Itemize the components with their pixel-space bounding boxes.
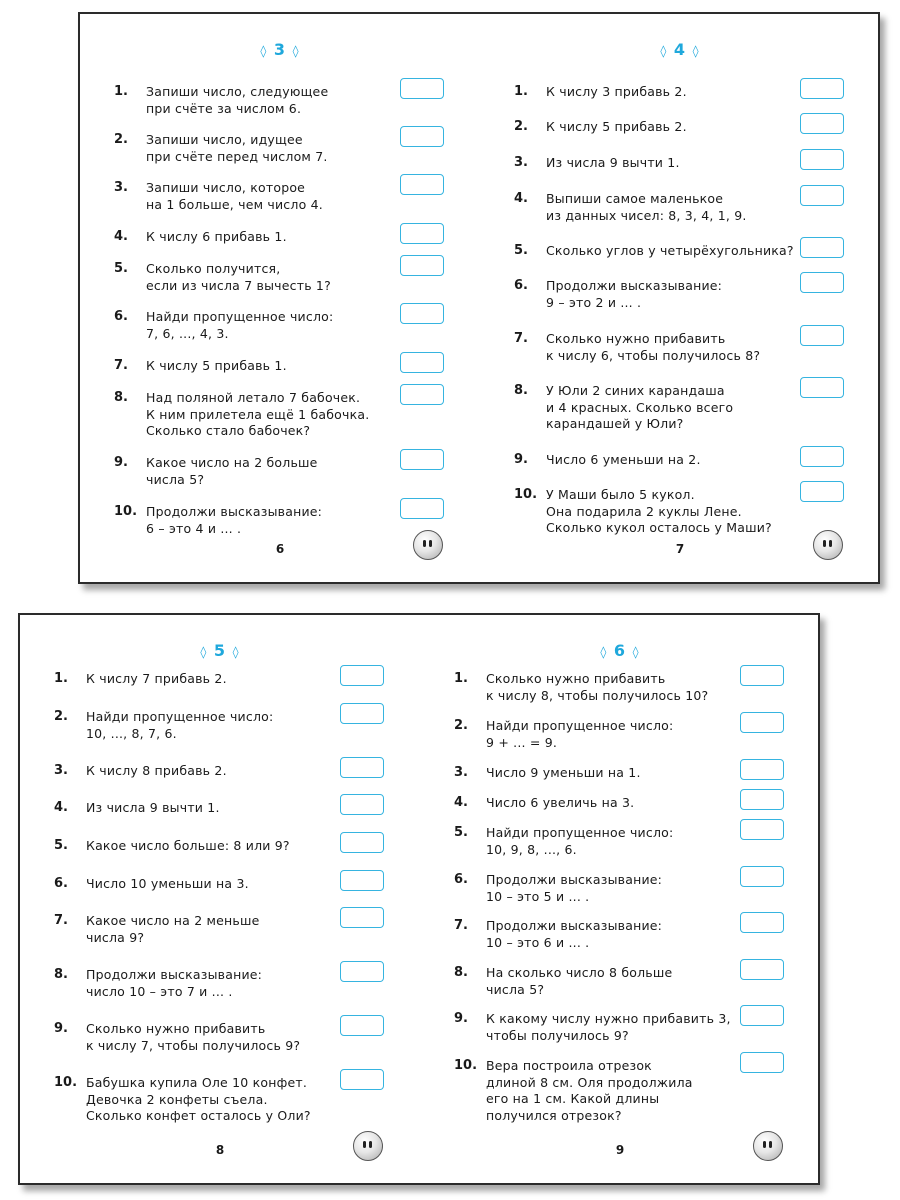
page-number: 9	[615, 1143, 625, 1157]
task-number: 1.	[114, 84, 128, 99]
task-number: 9.	[454, 1011, 468, 1026]
diamond-icon: ◊	[260, 44, 268, 58]
task-text: К числу 5 прибавь 1.	[146, 358, 287, 373]
task-number: 2.	[454, 718, 468, 733]
task-text: К числу 5 прибавь 2.	[546, 119, 687, 134]
answer-box[interactable]	[800, 185, 844, 206]
task-number: 2.	[514, 119, 528, 134]
answer-box[interactable]	[740, 1052, 784, 1073]
task-number: 10.	[454, 1058, 478, 1073]
answer-box[interactable]	[800, 377, 844, 398]
task-text: Найди пропущенное число: 10, ..., 8, 7, 6.	[86, 709, 274, 741]
task-number: 1.	[54, 671, 68, 686]
task-number: 8.	[514, 383, 528, 398]
task-text: Запиши число, следующее при счёте за числом 6.	[146, 84, 329, 116]
task-number: 10.	[54, 1075, 78, 1090]
task-number: 4.	[114, 229, 128, 244]
answer-box[interactable]	[740, 912, 784, 933]
task-text: К числу 7 прибавь 2.	[86, 671, 227, 686]
answer-box[interactable]	[400, 449, 444, 470]
answer-box[interactable]	[800, 237, 844, 258]
page-number: 6	[275, 542, 285, 556]
diamond-icon: ◊	[600, 645, 608, 659]
answer-box[interactable]	[340, 870, 384, 891]
task-number: 3.	[514, 155, 528, 170]
task-text: Продолжи высказывание: число 10 – это 7 и ... .	[86, 967, 263, 999]
task-text: Сколько углов у четырёхугольника?	[546, 243, 794, 258]
answer-box[interactable]	[400, 303, 444, 324]
task-number: 7.	[514, 331, 528, 346]
task-text: Продолжи высказывание: 6 – это 4 и ... .	[146, 504, 323, 536]
task-number: 10.	[514, 487, 538, 502]
answer-box[interactable]	[340, 907, 384, 928]
variant-title	[80, 40, 480, 59]
task-text: Выпиши самое маленькое из данных чисел: 8, 3, 4, 1, 9.	[546, 191, 747, 223]
answer-box[interactable]	[740, 866, 784, 887]
task-text: Число 9 уменьши на 1.	[486, 765, 641, 780]
task-text: Запиши число, идущее при счёте перед числом 7.	[146, 132, 328, 164]
task-text: Сколько получится, если из числа 7 вычесть 1?	[146, 261, 331, 293]
variant-number: 3	[273, 40, 287, 59]
task-number: 5.	[114, 261, 128, 276]
diamond-icon: ◊	[292, 44, 300, 58]
answer-box[interactable]	[740, 1005, 784, 1026]
answer-box[interactable]	[740, 819, 784, 840]
task-text: Запиши число, которое на 1 больше, чем число 4.	[146, 180, 323, 212]
diamond-icon: ◊	[232, 645, 240, 659]
task-number: 9.	[54, 1021, 68, 1036]
answer-box[interactable]	[400, 255, 444, 276]
variant-number: 5	[213, 641, 227, 660]
page-6	[80, 14, 480, 582]
task-number: 8.	[114, 390, 128, 405]
task-text: Число 6 увеличь на 3.	[486, 795, 635, 810]
task-text: Найди пропущенное число: 10, 9, 8, ..., 6.	[486, 825, 674, 857]
task-text: К числу 6 прибавь 1.	[146, 229, 287, 244]
answer-box[interactable]	[800, 272, 844, 293]
spread-pages-8-9	[18, 613, 820, 1185]
answer-box[interactable]	[740, 665, 784, 686]
page-7	[480, 14, 880, 582]
diamond-icon: ◊	[632, 645, 640, 659]
variant-number: 6	[613, 641, 627, 660]
spread-pages-6-7	[78, 12, 880, 584]
answer-box[interactable]	[400, 384, 444, 405]
answer-box[interactable]	[340, 794, 384, 815]
answer-box[interactable]	[340, 703, 384, 724]
answer-box[interactable]	[800, 481, 844, 502]
answer-box[interactable]	[340, 665, 384, 686]
page-8	[20, 615, 420, 1183]
task-number: 1.	[514, 84, 528, 99]
answer-box[interactable]	[400, 126, 444, 147]
variant-number: 4	[673, 40, 687, 59]
task-number: 10.	[114, 504, 138, 519]
task-number: 2.	[54, 709, 68, 724]
task-text: Найди пропущенное число: 7, 6, ..., 4, 3.	[146, 309, 334, 341]
task-number: 5.	[514, 243, 528, 258]
answer-box[interactable]	[740, 959, 784, 980]
answer-box[interactable]	[740, 712, 784, 733]
diamond-icon: ◊	[660, 44, 668, 58]
task-number: 6.	[114, 309, 128, 324]
task-number: 4.	[454, 795, 468, 810]
page-number: 7	[675, 542, 685, 556]
task-text: Из числа 9 вычти 1.	[546, 155, 680, 170]
answer-box[interactable]	[800, 78, 844, 99]
answer-box[interactable]	[340, 961, 384, 982]
answer-box[interactable]	[340, 1069, 384, 1090]
task-number: 4.	[514, 191, 528, 206]
task-text: Сколько нужно прибавить к числу 7, чтобы получилось 9?	[86, 1021, 301, 1053]
task-text: Продолжи высказывание: 10 – это 6 и ... .	[486, 918, 663, 950]
task-number: 6.	[454, 872, 468, 887]
diamond-icon: ◊	[692, 44, 700, 58]
task-number: 8.	[454, 965, 468, 980]
task-number: 9.	[514, 452, 528, 467]
task-text: Из числа 9 вычти 1.	[86, 800, 220, 815]
answer-box[interactable]	[340, 832, 384, 853]
task-text: Над поляной летало 7 бабочек. К ним прилетела ещё 1 бабочка. Сколько стало бабочек?	[146, 390, 370, 438]
page-9	[420, 615, 820, 1183]
variant-title	[420, 641, 820, 660]
task-text: К числу 8 прибавь 2.	[86, 763, 227, 778]
task-text: На сколько число 8 больше числа 5?	[486, 965, 673, 997]
diamond-icon: ◊	[200, 645, 208, 659]
answer-box[interactable]	[400, 174, 444, 195]
task-text: Число 6 уменьши на 2.	[546, 452, 701, 467]
task-number: 3.	[454, 765, 468, 780]
answer-box[interactable]	[800, 446, 844, 467]
answer-box[interactable]	[800, 325, 844, 346]
answer-box[interactable]	[800, 149, 844, 170]
task-text: Бабушка купила Оле 10 конфет. Девочка 2 конфеты съела. Сколько конфет осталось у Оли?	[86, 1075, 311, 1123]
task-text: Число 10 уменьши на 3.	[86, 876, 249, 891]
variant-title	[20, 641, 420, 660]
task-number: 5.	[454, 825, 468, 840]
task-number: 8.	[54, 967, 68, 982]
task-number: 7.	[454, 918, 468, 933]
answer-box[interactable]	[800, 113, 844, 134]
answer-box[interactable]	[400, 352, 444, 373]
task-number: 2.	[114, 132, 128, 147]
task-text: Сколько нужно прибавить к числу 8, чтобы получилось 10?	[486, 671, 709, 703]
variant-title	[480, 40, 880, 59]
task-number: 3.	[114, 180, 128, 195]
task-text: К какому числу нужно прибавить 3, чтобы получилось 9?	[486, 1011, 731, 1043]
task-number: 4.	[54, 800, 68, 815]
page-number: 8	[215, 1143, 225, 1157]
task-text: У Юли 2 синих карандаша и 4 красных. Сколько всего карандашей у Юли?	[546, 383, 734, 431]
task-number: 3.	[54, 763, 68, 778]
task-text: Сколько нужно прибавить к числу 6, чтобы получилось 8?	[546, 331, 761, 363]
task-number: 6.	[514, 278, 528, 293]
answer-box[interactable]	[340, 1015, 384, 1036]
answer-box[interactable]	[740, 759, 784, 780]
task-text: Продолжи высказывание: 9 – это 2 и ... .	[546, 278, 723, 310]
answer-box[interactable]	[340, 757, 384, 778]
answer-box[interactable]	[400, 223, 444, 244]
task-number: 1.	[454, 671, 468, 686]
task-text: Какое число больше: 8 или 9?	[86, 838, 290, 853]
task-number: 7.	[54, 913, 68, 928]
task-text: К числу 3 прибавь 2.	[546, 84, 687, 99]
answer-box[interactable]	[400, 498, 444, 519]
task-text: Какое число на 2 больше числа 5?	[146, 455, 318, 487]
task-text: Найди пропущенное число: 9 + ... = 9.	[486, 718, 674, 750]
task-text: Вера построила отрезок длиной 8 см. Оля продолжила его на 1 см. Какой длины получился отрезок?	[486, 1058, 693, 1123]
task-text: Продолжи высказывание: 10 – это 5 и ... .	[486, 872, 663, 904]
task-text: Какое число на 2 меньше числа 9?	[86, 913, 260, 945]
task-text: У Маши было 5 кукол. Она подарила 2 куклы Лене. Сколько кукол осталось у Маши?	[546, 487, 772, 535]
task-number: 6.	[54, 876, 68, 891]
task-number: 7.	[114, 358, 128, 373]
task-number: 5.	[54, 838, 68, 853]
answer-box[interactable]	[400, 78, 444, 99]
answer-box[interactable]	[740, 789, 784, 810]
task-number: 9.	[114, 455, 128, 470]
